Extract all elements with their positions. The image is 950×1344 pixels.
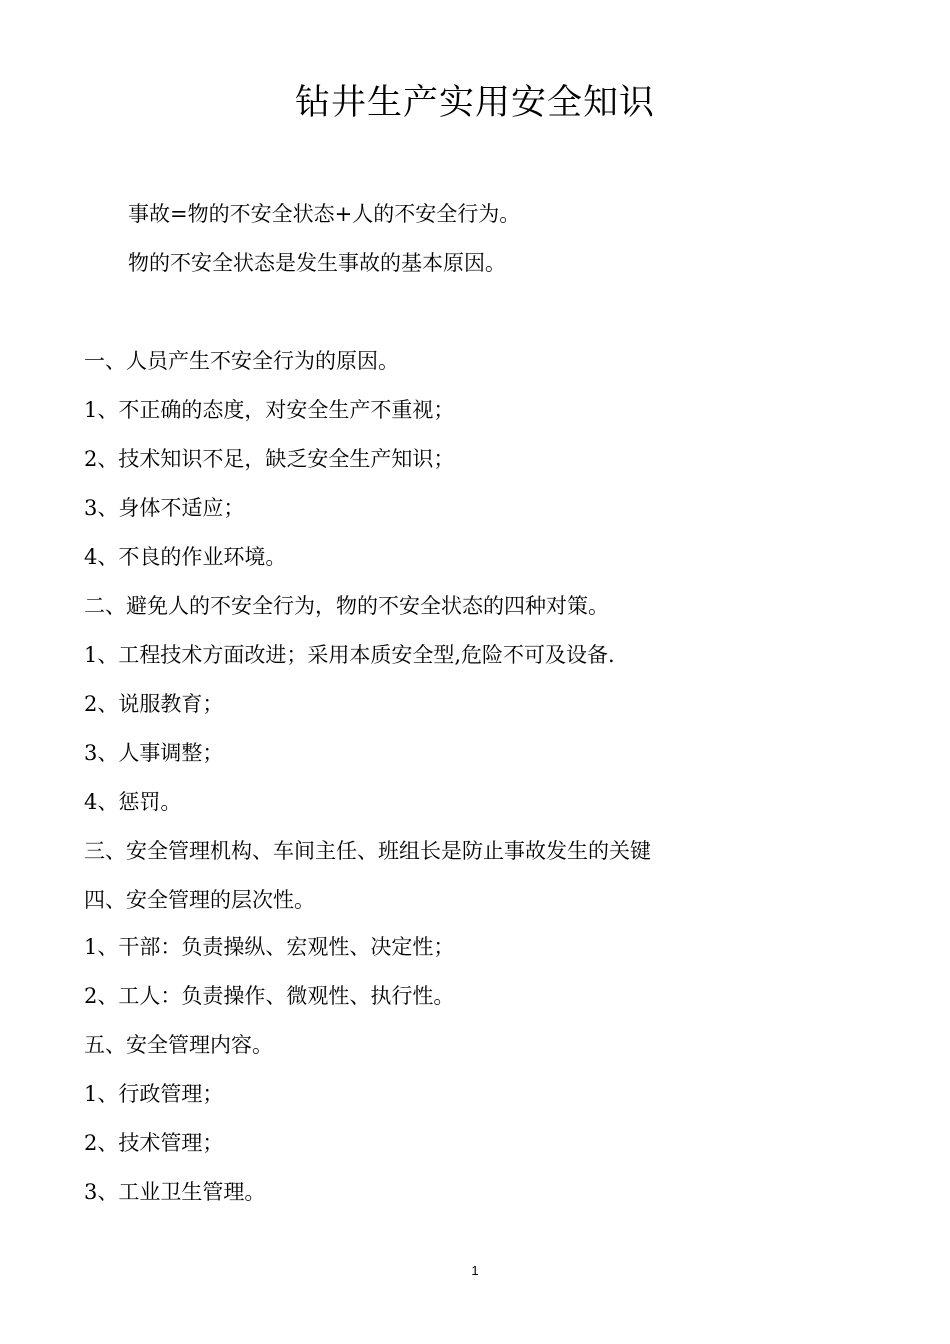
page-number: 1 [471,1263,479,1278]
section-heading-3: 三、安全管理机构、车间主任、班组长是防止事故发生的关键 [84,839,651,863]
section-heading-1: 一、人员产生不安全行为的原因。 [84,349,399,373]
list-item: 1、不正确的态度，对安全生产不重视； [84,398,455,422]
list-item: 3、身体不适应； [84,496,245,520]
list-item: 2、工人：负责操作、微观性、执行性。 [84,984,455,1008]
list-item: 3、人事调整； [84,741,224,765]
list-item: 4、惩罚。 [84,790,182,814]
list-item: 2、技术管理； [84,1131,224,1155]
intro-line-1: 事故=物的不安全状态+人的不安全行为。 [128,202,521,226]
intro-line-2: 物的不安全状态是发生事故的基本原因。 [128,251,506,275]
document-title: 钻井生产实用安全知识 [294,83,655,123]
list-item: 1、干部：负责操纵、宏观性、决定性； [84,935,455,959]
section-heading-5: 五、安全管理内容。 [84,1033,273,1057]
list-item: 2、说服教育； [84,692,224,716]
list-item: 4、不良的作业环境。 [84,545,287,569]
list-item: 3、工业卫生管理。 [84,1180,266,1204]
list-item: 1、行政管理； [84,1082,224,1106]
list-item: 1、工程技术方面改进；采用本质安全型,危险不可及设备. [84,643,615,667]
section-heading-2: 二、避免人的不安全行为，物的不安全状态的四种对策。 [84,594,609,618]
list-item: 2、技术知识不足，缺乏安全生产知识； [84,447,455,471]
section-heading-4: 四、安全管理的层次性。 [84,888,315,912]
